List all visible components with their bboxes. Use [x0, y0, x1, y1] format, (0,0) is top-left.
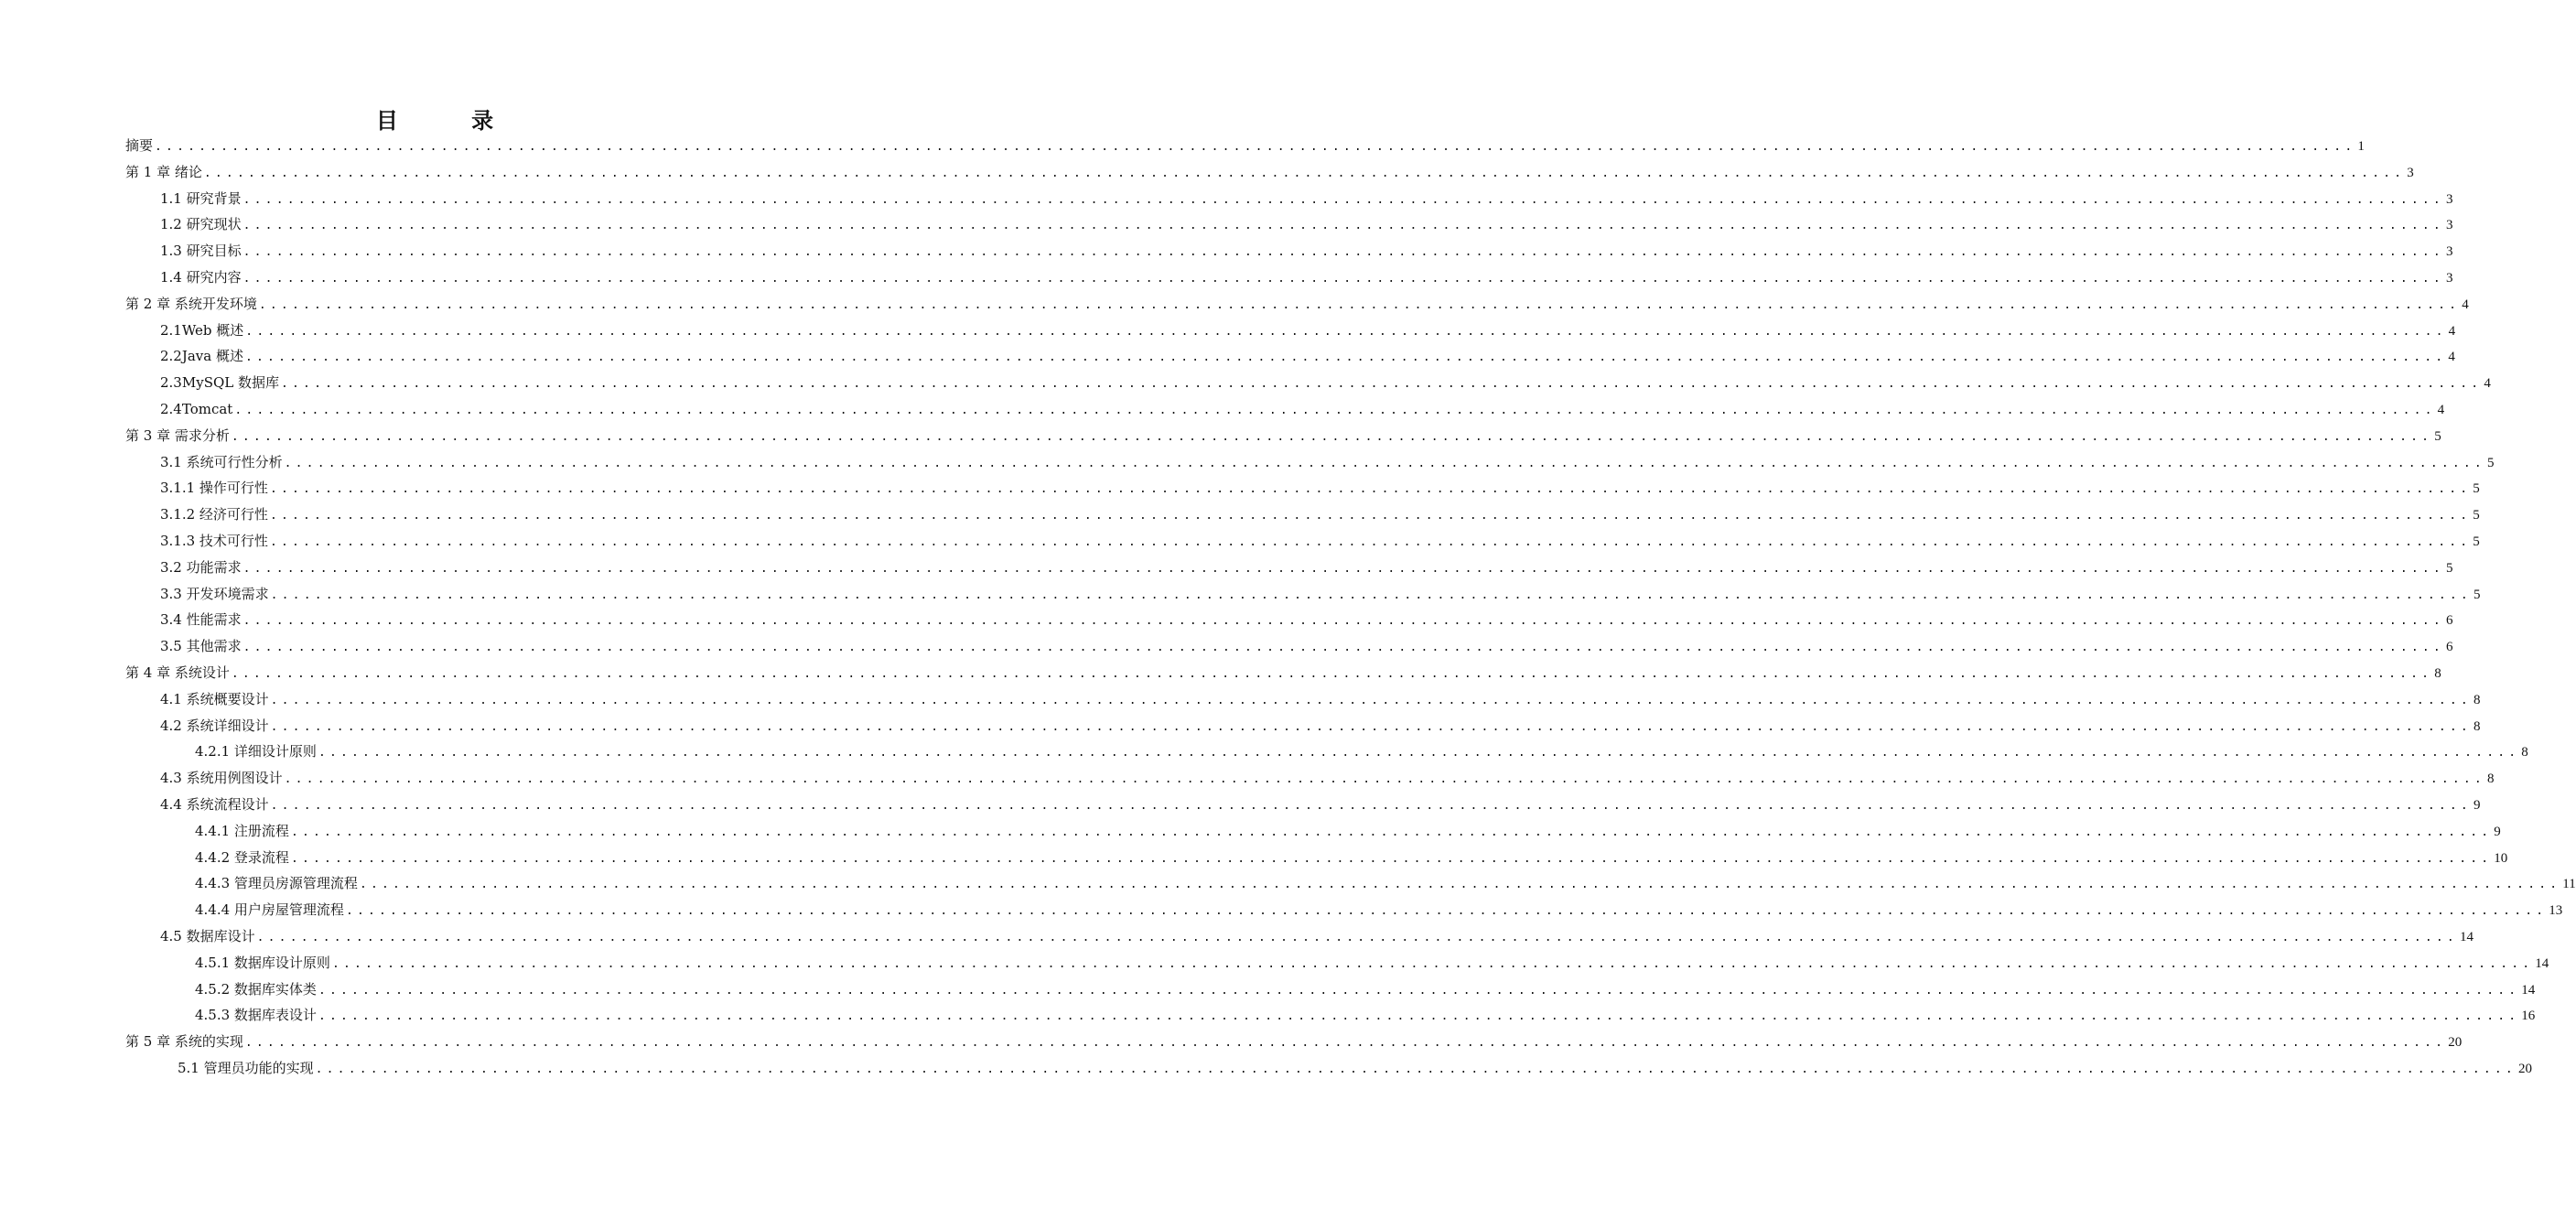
- toc-page-number: 8: [2434, 666, 2441, 681]
- toc-leader-dots: ........................................................................................................................................................................................................: [281, 377, 2483, 392]
- toc-page-number: 8: [2486, 771, 2495, 787]
- toc-entry-label: 5.1 管理员功能的实现: [178, 1060, 314, 1076]
- toc-entry[interactable]: [195, 845, 2508, 870]
- toc-page-number: 4: [2462, 297, 2469, 312]
- toc-page-number: 4: [2448, 323, 2456, 339]
- toc-entry[interactable]: [160, 686, 2481, 712]
- toc-entry[interactable]: [125, 133, 2365, 158]
- toc-entry[interactable]: [160, 343, 2455, 369]
- toc-leader-dots: ........................................................................................................................................................................................................: [231, 667, 2433, 681]
- toc-leader-dots: ........................................................................................................................................................................................................: [318, 1009, 2520, 1024]
- toc-page-number: 5: [2473, 587, 2481, 602]
- toc-entry-label: 2.2Java 概述: [160, 348, 243, 365]
- toc-page-number: 4: [2484, 376, 2491, 392]
- toc-leader-dots: ........................................................................................................................................................................................................: [270, 693, 2472, 707]
- toc-entry[interactable]: [160, 370, 2491, 395]
- toc-entry-label: 4.4 系统流程设计: [160, 796, 269, 813]
- toc-entry-label: 3.3 开发环境需求: [160, 585, 269, 602]
- toc-leader-dots: ........................................................................................................................................................................................................: [258, 297, 2461, 312]
- toc-entry-label: 第 4 章 系统设计: [125, 664, 230, 681]
- toc-entry[interactable]: [195, 897, 2563, 922]
- toc-entry-label: 第 1 章 绪论: [125, 163, 202, 180]
- toc-entry-label: 3.4 性能需求: [160, 611, 242, 629]
- toc-leader-dots: ........................................................................................................................................................................................................: [345, 904, 2548, 919]
- toc-page-number: 3: [2445, 271, 2453, 286]
- toc-entry[interactable]: [178, 1055, 2532, 1081]
- toc-page-number: 6: [2445, 640, 2453, 655]
- toc-entry[interactable]: [160, 502, 2480, 527]
- toc-page-number: 14: [2459, 930, 2474, 944]
- toc-page-number: 10: [2494, 850, 2508, 866]
- toc-entry-label: 4.5.2 数据库实体类: [195, 980, 317, 998]
- toc-entry[interactable]: [160, 607, 2453, 632]
- toc-page-number: 8: [2473, 692, 2481, 707]
- toc-leader-dots: ........................................................................................................................................................................................................: [243, 219, 2444, 233]
- toc-entry-label: 3.1.2 经济可行性: [160, 506, 268, 523]
- toc-page-number: 5: [2473, 534, 2480, 549]
- toc-entry-label: 3.2 功能需求: [160, 558, 242, 576]
- toc-leader-dots: ........................................................................................................................................................................................................: [256, 931, 2458, 944]
- toc-entry[interactable]: [195, 976, 2536, 1002]
- toc-entry[interactable]: [160, 713, 2481, 739]
- toc-page-number: 11: [2562, 877, 2576, 892]
- toc-leader-dots: ........................................................................................................................................................................................................: [290, 825, 2493, 839]
- toc-page-number: 1: [2357, 139, 2365, 154]
- toc-entry[interactable]: [125, 291, 2469, 317]
- toc-entry-label: 3.1.1 操作可行性: [160, 480, 268, 497]
- toc-page-number: 5: [2473, 481, 2480, 497]
- toc-page-number: 5: [2434, 428, 2441, 444]
- toc-leader-dots: ........................................................................................................................................................................................................: [155, 140, 2356, 154]
- toc-entry[interactable]: [195, 818, 2501, 844]
- toc-leader-dots: ........................................................................................................................................................................................................: [243, 272, 2444, 286]
- toc-page-number: 9: [2494, 824, 2501, 839]
- toc-entry-label: 1.3 研究目标: [160, 243, 242, 260]
- toc-page-number: 13: [2549, 903, 2563, 919]
- toc-leader-dots: ........................................................................................................................................................................................................: [243, 192, 2444, 207]
- toc-page-number: 8: [2473, 718, 2481, 734]
- toc-entry-label: 第 3 章 需求分析: [125, 426, 230, 444]
- toc-entry[interactable]: [160, 264, 2453, 290]
- toc-page-number: 6: [2445, 613, 2453, 629]
- toc-leader-dots: ........................................................................................................................................................................................................: [243, 561, 2444, 576]
- toc-leader-dots: ........................................................................................................................................................................................................: [284, 772, 2485, 787]
- toc-leader-dots: ........................................................................................................................................................................................................: [331, 956, 2534, 971]
- toc-entry[interactable]: [160, 528, 2480, 554]
- toc-entry-label: 3.5 其他需求: [160, 638, 242, 655]
- toc-page-number: 20: [2448, 1035, 2463, 1051]
- toc-entry-label: 1.4 研究内容: [160, 269, 242, 286]
- toc-leader-dots: ........................................................................................................................................................................................................: [284, 456, 2485, 470]
- toc-leader-dots: ........................................................................................................................................................................................................: [245, 324, 2447, 339]
- toc-page-number: 4: [2437, 403, 2445, 417]
- toc-entry-label: 2.1Web 概述: [160, 321, 244, 339]
- toc-entry-label: 摘要: [125, 137, 154, 154]
- toc-entry-label: 4.4.2 登录流程: [195, 848, 289, 866]
- toc-entry[interactable]: [125, 660, 2441, 685]
- toc-entry-label: 4.5.3 数据库表设计: [195, 1007, 317, 1024]
- toc-entry[interactable]: [195, 739, 2528, 764]
- toc-leader-dots: ........................................................................................................................................................................................................: [234, 404, 2436, 417]
- toc-entry-label: 2.3MySQL 数据库: [160, 374, 279, 392]
- toc-leader-dots: ........................................................................................................................................................................................................: [270, 719, 2472, 734]
- toc-entry[interactable]: [160, 923, 2474, 949]
- toc-entry[interactable]: [195, 950, 2549, 976]
- toc-page-number: 3: [2445, 191, 2453, 207]
- toc-page-number: 9: [2473, 798, 2481, 813]
- toc-page-number: 3: [2445, 244, 2453, 260]
- toc-leader-dots: ........................................................................................................................................................................................................: [243, 614, 2444, 629]
- toc-leader-dots: ........................................................................................................................................................................................................: [318, 983, 2520, 998]
- toc-entry[interactable]: [160, 792, 2481, 817]
- toc-leader-dots: ........................................................................................................................................................................................................: [315, 1063, 2517, 1076]
- toc-leader-dots: ........................................................................................................................................................................................................: [290, 851, 2493, 866]
- toc-entry-label: 1.1 研究背景: [160, 189, 242, 207]
- toc-leader-dots: ........................................................................................................................................................................................................: [231, 429, 2433, 444]
- toc-entry[interactable]: [160, 211, 2453, 237]
- toc-leader-dots: ........................................................................................................................................................................................................: [270, 588, 2472, 602]
- toc-page-number: 5: [2486, 455, 2495, 470]
- toc-entry-label: 2.4Tomcat: [160, 401, 233, 417]
- toc-page-number: 20: [2517, 1062, 2532, 1076]
- toc-page-number: 16: [2521, 1009, 2536, 1024]
- toc-entry-label: 4.4.4 用户房屋管理流程: [195, 901, 344, 919]
- toc-entry[interactable]: [160, 318, 2456, 343]
- toc-entry-label: 3.1 系统可行性分析: [160, 453, 283, 470]
- toc-entry[interactable]: [160, 633, 2453, 659]
- toc-entry[interactable]: [160, 765, 2495, 791]
- toc-entry-label: 4.1 系统概要设计: [160, 690, 269, 707]
- toc-page-number: 3: [2407, 165, 2414, 180]
- toc-leader-dots: ........................................................................................................................................................................................................: [269, 509, 2472, 523]
- toc-entry-label: 4.5 数据库设计: [160, 928, 255, 944]
- toc-page-number: 3: [2445, 218, 2453, 233]
- toc-entry[interactable]: [160, 396, 2445, 422]
- toc-entry-label: 4.4.3 管理员房源管理流程: [195, 875, 358, 892]
- page-title: 目 录: [375, 108, 527, 134]
- toc-page-number: 5: [2445, 560, 2453, 576]
- toc-leader-dots: ........................................................................................................................................................................................................: [270, 799, 2472, 813]
- toc-entry[interactable]: [195, 1002, 2536, 1028]
- toc-page-number: 14: [2535, 955, 2549, 971]
- toc-leader-dots: ........................................................................................................................................................................................................: [359, 878, 2561, 892]
- toc-page-number: 5: [2473, 508, 2480, 523]
- toc-entry-label: 1.2 研究现状: [160, 216, 242, 233]
- toc-entry-label: 3.1.3 技术可行性: [160, 533, 268, 549]
- toc-leader-dots: ........................................................................................................................................................................................................: [243, 641, 2444, 655]
- toc-entry[interactable]: [160, 238, 2453, 264]
- toc-entry[interactable]: [160, 186, 2453, 211]
- toc-entry[interactable]: [125, 159, 2414, 185]
- toc-entry-label: 4.3 系统用例图设计: [160, 770, 283, 787]
- toc-entry-label: 4.5.1 数据库设计原则: [195, 954, 330, 971]
- toc-entry[interactable]: [160, 581, 2481, 607]
- toc-leader-dots: ........................................................................................................................................................................................................: [203, 166, 2406, 180]
- toc-entry-label: 第 2 章 系统开发环境: [125, 295, 257, 312]
- toc-entry[interactable]: [160, 555, 2453, 580]
- toc-entry-label: 4.2.1 详细设计原则: [195, 743, 317, 761]
- toc-page-number: 8: [2521, 745, 2528, 761]
- toc-leader-dots: ........................................................................................................................................................................................................: [318, 746, 2520, 761]
- toc-entry[interactable]: [160, 449, 2495, 475]
- toc-leader-dots: ........................................................................................................................................................................................................: [269, 535, 2472, 549]
- toc-page-number: 14: [2521, 982, 2536, 998]
- toc-leader-dots: ........................................................................................................................................................................................................: [245, 351, 2447, 365]
- toc-entry-label: 4.2 系统详细设计: [160, 717, 269, 734]
- toc-entry[interactable]: [195, 870, 2576, 896]
- toc-entry-label: 第 5 章 系统的实现: [125, 1033, 243, 1051]
- toc-entry-label: 4.4.1 注册流程: [195, 822, 289, 839]
- toc-leader-dots: ........................................................................................................................................................................................................: [243, 245, 2444, 260]
- toc-leader-dots: ........................................................................................................................................................................................................: [269, 482, 2472, 497]
- toc-entry[interactable]: [125, 423, 2441, 448]
- toc-entry[interactable]: [125, 1029, 2463, 1054]
- toc-entry[interactable]: [160, 475, 2480, 501]
- toc-page-number: 4: [2448, 350, 2455, 365]
- toc-leader-dots: ........................................................................................................................................................................................................: [244, 1036, 2447, 1051]
